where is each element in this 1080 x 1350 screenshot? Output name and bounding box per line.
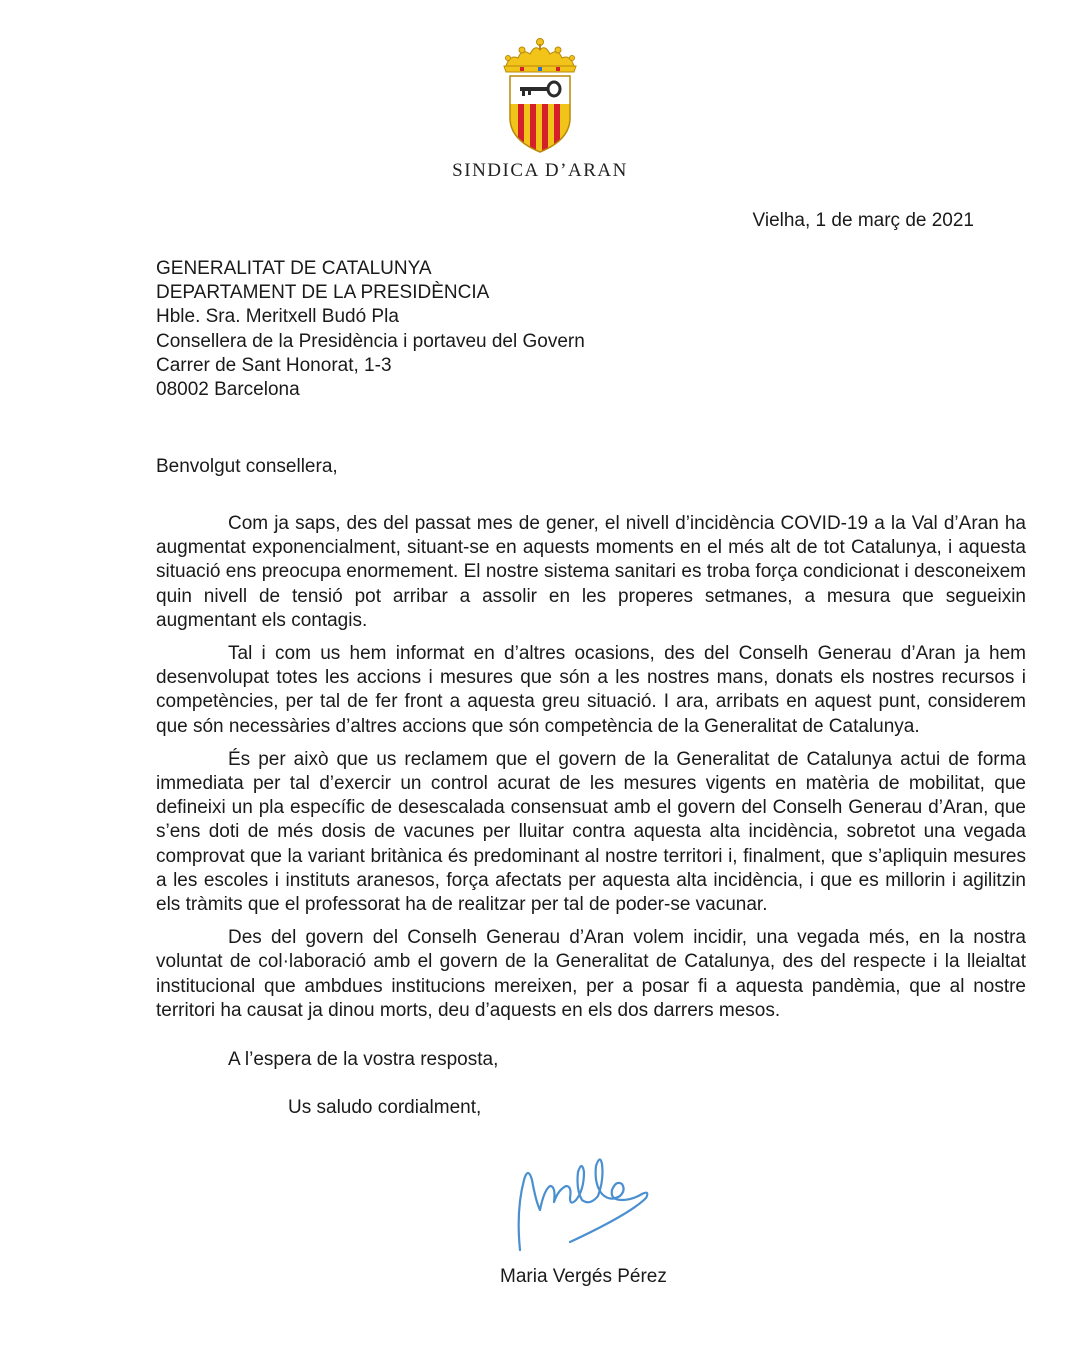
recipient-line: GENERALITAT DE CATALUNYA: [156, 258, 432, 279]
body-paragraph: És per això que us reclamem que el govern de la Generalitat de Catalunya actui de forma immediata per tal d’exercir un control acurat de les mesures vigents en matèria de mobilitat, que defineixi un pla específic de desescalada consensuat amb el govern del Conselh Generau d’Aran, que s’ens doti de més dosis de vacunes per lluitar contra aquesta alta incidència, sobretot una vegada comprovat que la variant britànica és predominant al nostre territori i, finalment, que s’apliquin mesures a les escoles i instituts aranesos, força afectats per aquesta alta incidència, i que es millorin i agilitzin els tràmits que el professorat ha de realitzar per tal de poder-se vacunar.: [156, 748, 1026, 916]
closing-greeting: Us saludo cordialment,: [288, 1097, 482, 1118]
letter-body: [156, 512, 1026, 1032]
closing-line: A l’espera de la vostra resposta,: [228, 1049, 499, 1070]
recipient-line: Carrer de Sant Honorat, 1-3: [156, 354, 392, 376]
crown-icon: [504, 39, 576, 73]
signer-name: Maria Vergés Pérez: [500, 1266, 667, 1287]
recipient-line: 08002 Barcelona: [156, 379, 300, 401]
recipient-address: [156, 257, 585, 402]
handwritten-signature-icon: [510, 1150, 660, 1255]
body-paragraph: Com ja saps, des del passat mes de gener, el nivell d’incidència COVID-19 a la Val d’Aran ha augmentat exponencialment, situant-se en aquests moments en el més alt de tot Catalunya, i aquesta situació ens preocupa enormement. El nostre sistema sanitari es troba força condicionat i desconeixem quin nivell de tensió pot arribar a assolir en les properes setmanes, a mesura que segueixin augmentant els contagis.: [156, 513, 1026, 631]
aran-coat-of-arms-icon: [500, 36, 580, 156]
organization-name: SINDICA D’ARAN: [452, 160, 628, 181]
recipient-line: DEPARTAMENT DE LA PRESIDÈNCIA: [156, 282, 490, 304]
recipient-line: Hble. Sra. Meritxell Budó Pla: [156, 306, 399, 328]
letter-date: Vielha, 1 de març de 2021: [752, 210, 974, 231]
body-paragraph: Des del govern del Conselh Generau d’Aran volem incidir, una vegada més, en la nostra voluntat de col·laboració amb el govern de la Generalitat de Catalunya, des del respecte i la lleialtat institucional que ambdues institucions mereixen, per a posar fi a aquesta pandèmia, que al nostre territori ha causat ja dinou morts, deu d’aquests en els dos darrers mesos.: [156, 927, 1026, 1021]
salutation: Benvolgut consellera,: [156, 456, 338, 477]
recipient-line: Consellera de la Presidència i portaveu del Govern: [156, 330, 585, 352]
body-paragraph: Tal i com us hem informat en d’altres ocasions, des del Conselh Generau d’Aran ja hem desenvolupat totes les accions i mesures que són a les nostres mans, donats els nostres recursos i competències, per tal de fer front a aquesta greu situació. I ara, arribats en aquest punt, considerem que són necessàries d’altres accions que són competència de la Generalitat de Catalunya.: [156, 643, 1026, 737]
